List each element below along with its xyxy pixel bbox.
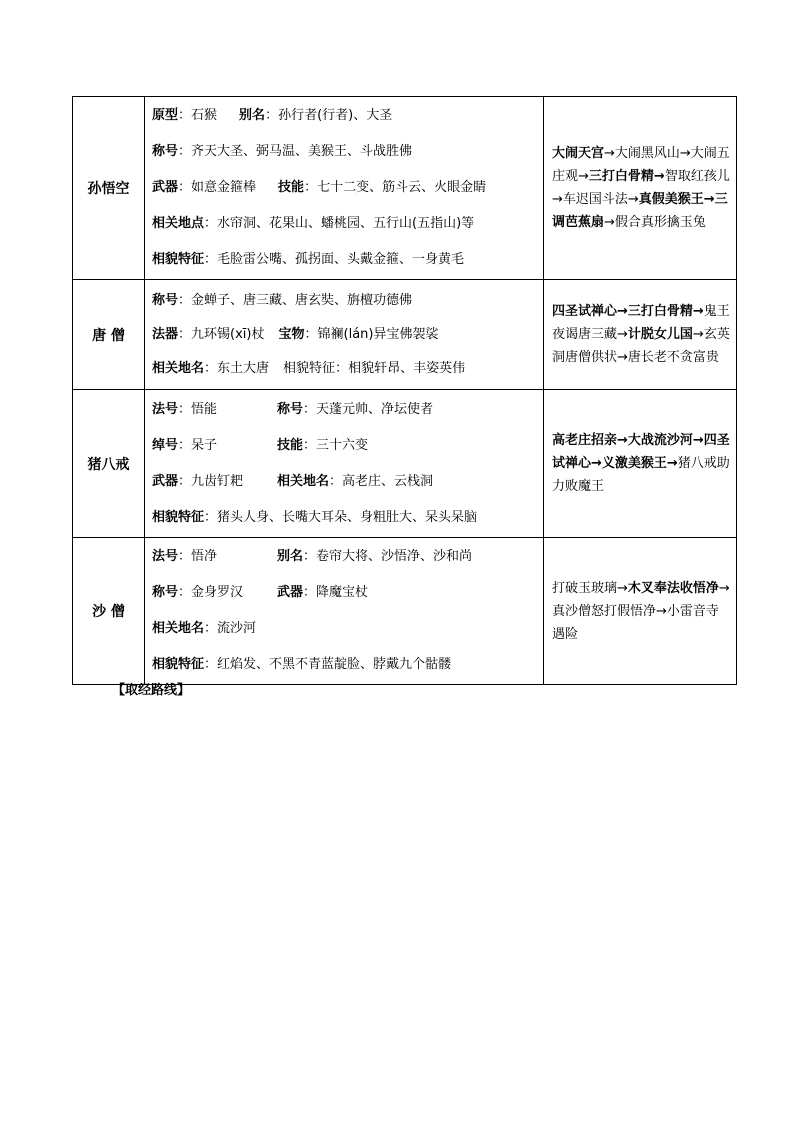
character-info-cell xyxy=(145,97,544,280)
story-cell xyxy=(544,97,737,280)
info-value: 石猴 xyxy=(191,108,218,123)
character-name-cell xyxy=(73,390,145,538)
info-line: 武器：如意金箍棒 技能：七十二变、筋斗云、火眼金睛 xyxy=(152,180,487,195)
character-name: 孙悟空 xyxy=(87,181,130,197)
info-line: 相貌特征：毛脸雷公嘴、孤拐面、头戴金箍、一身黄毛 xyxy=(152,252,465,267)
info-line: 称号：齐天大圣、弼马温、美猴王、斗战胜佛 xyxy=(152,144,413,159)
info-line: 法号：悟净 别名：卷帘大将、沙悟净、沙和尚 xyxy=(152,549,473,564)
info-value: 毛脸雷公嘴、孤拐面、头戴金箍、一身黄毛 xyxy=(217,252,465,267)
character-info-cell xyxy=(145,538,544,685)
info-label: 武器 xyxy=(152,180,179,195)
character-name: 唐 僧 xyxy=(92,327,125,344)
story-cell xyxy=(544,390,737,538)
info-value: 卷帘大将、沙悟净、沙和尚 xyxy=(316,549,473,564)
info-label: 别名 xyxy=(239,108,266,123)
table-row-shaseng xyxy=(73,538,737,685)
story-segment: 大闹天宫 xyxy=(552,146,605,161)
info-value: 相貌轩昂、丰姿英伟 xyxy=(348,360,466,376)
character-name: 沙 僧 xyxy=(92,604,125,620)
info-label: 法号 xyxy=(152,549,179,564)
story-segment: 真假美猴王→三调芭蕉扇 xyxy=(552,192,728,230)
info-label: 称号 xyxy=(277,401,304,417)
info-value: 呆子 xyxy=(191,437,218,453)
character-info-cell xyxy=(145,390,544,538)
info-label: 武器 xyxy=(277,585,304,600)
character-info-cell xyxy=(145,280,544,390)
info-value: 金身罗汉 xyxy=(191,585,244,600)
character-table xyxy=(72,96,737,685)
info-line: 称号：金身罗汉 武器：降魔宝杖 xyxy=(152,585,369,600)
info-label: 相关地名 xyxy=(152,621,205,636)
info-label: 称号 xyxy=(152,292,179,308)
story-segment: 打破玉玻璃→ xyxy=(552,580,628,596)
info-label: 绰号 xyxy=(152,437,179,453)
info-value: 孙行者(行者)、大圣 xyxy=(278,108,393,123)
info-label: 法器 xyxy=(152,326,179,342)
info-value: 流沙河 xyxy=(217,621,257,636)
table-row-zhubajie xyxy=(73,390,737,538)
info-value: 东土大唐 xyxy=(217,360,270,376)
info-value: 齐天大圣、弼马温、美猴王、斗战胜佛 xyxy=(191,144,413,159)
story-segment: 木叉奉法收悟净 xyxy=(627,580,719,596)
story-segment: →真沙僧怒打假悟净→小雷音寺遇险 xyxy=(552,580,730,642)
character-name: 猪八戒 xyxy=(87,456,130,473)
info-label: 相貌特征 xyxy=(152,252,205,267)
story-segment: 高老庄招亲→大战流沙河→四圣试禅心→义激美猴王→ xyxy=(552,433,730,471)
info-label: 相关地名 xyxy=(152,360,205,376)
info-label: 技能 xyxy=(278,180,305,195)
character-name-cell xyxy=(73,280,145,390)
story-cell xyxy=(544,538,737,685)
character-name-cell xyxy=(73,97,145,280)
info-value: 锦襕(lán)异宝佛袈裟 xyxy=(317,326,439,342)
info-label: 技能 xyxy=(277,437,304,453)
info-label: 法号 xyxy=(152,401,179,417)
info-line: 法号：悟能 称号：天蓬元帅、净坛使者 xyxy=(152,401,434,417)
info-line: 相关地点：水帘洞、花果山、蟠桃园、五行山(五指山)等 xyxy=(152,216,475,231)
table-row-tangseng xyxy=(73,280,737,390)
info-label: 相关地名 xyxy=(277,473,330,489)
info-label: 相关地点 xyxy=(152,216,205,231)
section-heading: 【取经路线】 xyxy=(112,683,191,698)
info-line: 武器：九齿钉耙 相关地名：高老庄、云栈洞 xyxy=(152,473,434,489)
info-value: 悟净 xyxy=(191,549,218,564)
info-label: 相貌特征 xyxy=(152,509,205,525)
info-label: 原型 xyxy=(152,108,179,123)
info-line: 称号：金蝉子、唐三藏、唐玄奘、旃檀功德佛 xyxy=(152,292,413,308)
info-value: 九环锡(xī)杖 xyxy=(191,326,265,342)
info-line: 原型：石猴 别名：孙行者(行者)、大圣 xyxy=(152,108,393,123)
info-value: 三十六变 xyxy=(316,437,369,453)
story-segment: →玄英洞唐僧供状→唐长老不贪富贵 xyxy=(552,327,730,365)
info-label: 宝物 xyxy=(278,326,305,342)
info-value: 红焰发、不黑不青蓝靛脸、脖戴九个骷髅 xyxy=(217,657,452,672)
story-cell xyxy=(544,280,737,390)
info-line: 相貌特征：红焰发、不黑不青蓝靛脸、脖戴九个骷髅 xyxy=(152,657,452,672)
info-line: 相关地名：东土大唐 相貌特征：相貌轩昂、丰姿英伟 xyxy=(152,360,466,376)
info-value: 如意金箍棒 xyxy=(191,180,257,195)
info-line: 法器：九环锡(xī)杖 宝物：锦襕(lán)异宝佛袈裟 xyxy=(152,326,439,342)
info-label: 别名 xyxy=(277,549,304,564)
info-label: 武器 xyxy=(152,473,179,489)
story-segment: 计脱女儿国 xyxy=(627,327,693,342)
story-segment: 三打白骨精→ xyxy=(588,169,665,184)
table-row-sunwukong xyxy=(73,97,737,280)
story-segment: 鬼王夜谒唐三藏→ xyxy=(552,304,730,342)
info-value: 降魔宝杖 xyxy=(316,585,369,600)
info-line: 绰号：呆子 技能：三十六变 xyxy=(152,437,369,453)
story-segment: 猪八戒助力败魔王 xyxy=(552,456,730,494)
info-value: 七十二变、筋斗云、火眼金睛 xyxy=(317,180,487,195)
info-line: 相关地名：流沙河 xyxy=(152,621,257,636)
info-value: 天蓬元帅、净坛使者 xyxy=(316,401,434,417)
story-segment: →大闹黑风山→大闹五庄观→ xyxy=(552,146,730,184)
info-label: 称号 xyxy=(152,585,179,600)
info-value: 九齿钉耙 xyxy=(191,473,244,489)
info-value: 悟能 xyxy=(191,401,218,417)
character-name-cell xyxy=(73,538,145,685)
info-label: 相貌特征 xyxy=(283,360,336,376)
info-value: 水帘洞、花果山、蟠桃园、五行山(五指山)等 xyxy=(217,216,475,231)
info-value: 金蝉子、唐三藏、唐玄奘、旃檀功德佛 xyxy=(191,292,413,308)
story-segment: 智取红孩儿→车迟国斗法→ xyxy=(552,169,730,207)
info-line: 相貌特征：猪头人身、长嘴大耳朵、身粗肚大、呆头呆脑 xyxy=(152,509,478,525)
info-value: 高老庄、云栈洞 xyxy=(342,473,434,489)
info-value: 猪头人身、长嘴大耳朵、身粗肚大、呆头呆脑 xyxy=(217,509,478,525)
info-label: 相貌特征 xyxy=(152,657,205,672)
info-label: 称号 xyxy=(152,144,179,159)
story-segment: 四圣试禅心→三打白骨精→ xyxy=(552,304,704,319)
story-segment: →假合真形擒玉兔 xyxy=(604,215,706,230)
